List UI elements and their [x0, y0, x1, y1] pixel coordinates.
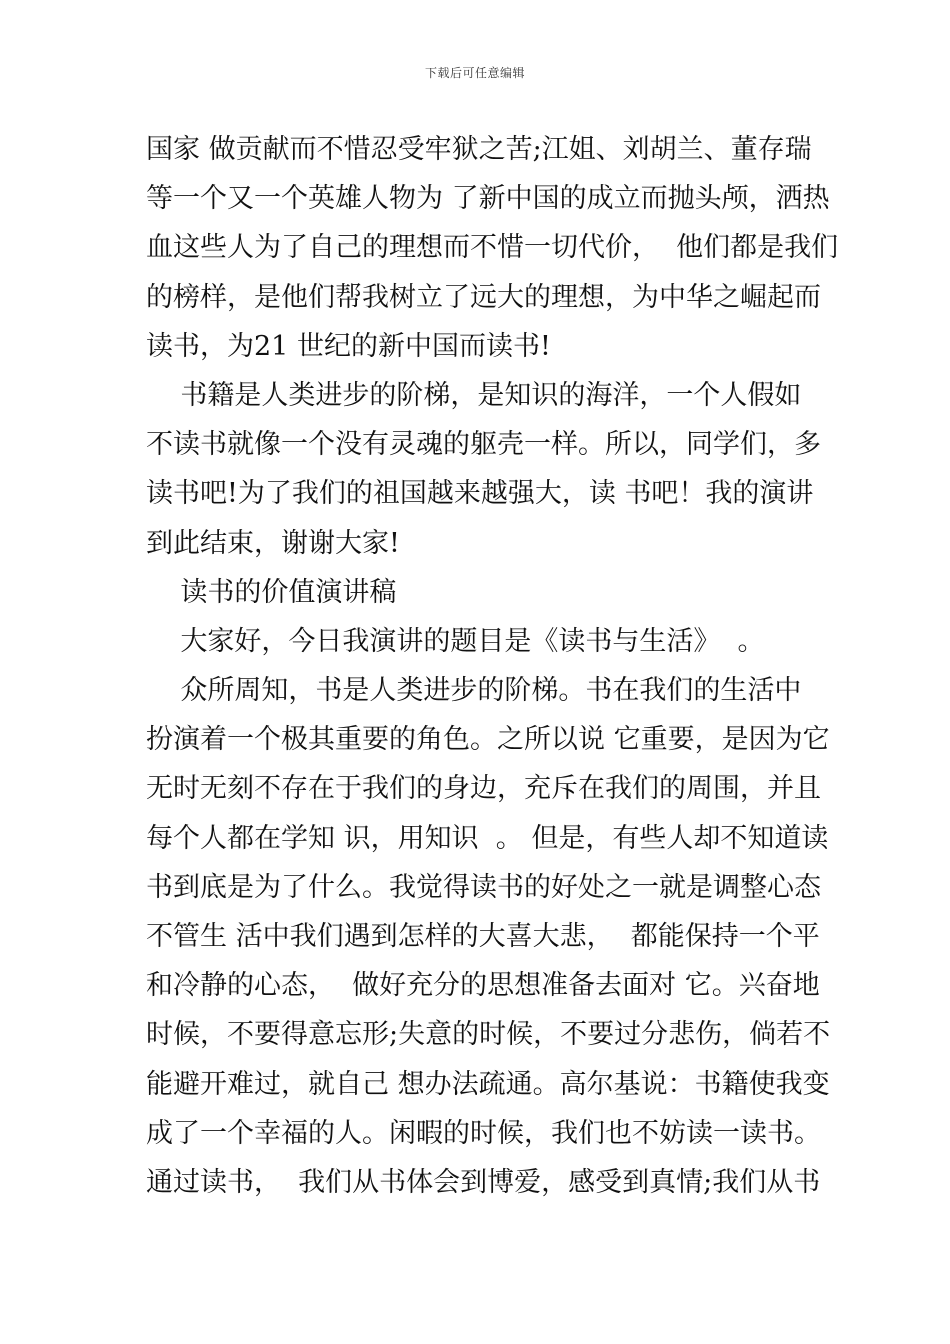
text-line: 每个人都在学知 识，用知识 。 但是，有些人却不知道读: [146, 822, 829, 854]
text-line: 书籍是人类进步的阶梯，是知识的海洋，一个人假如: [146, 379, 802, 411]
body-text: [146, 128, 839, 1210]
text-line: 时候，不要得意忘形;失意的时候，不要过分悲伤，倘若不: [146, 1019, 831, 1051]
text-line: 等一个又一个英雄人物为 了新中国的成立而抛头颅，洒热: [146, 183, 830, 215]
text-line: 国家 做贡献而不惜忍受牢狱之苦;江姐、刘胡兰、董存瑞: [146, 134, 812, 165]
text-line: 成了一个幸福的人。闲暇的时候，我们也不妨读一读书。: [146, 1117, 821, 1149]
section-title: 读书的价值演讲稿: [146, 576, 397, 608]
text-line: 和冷静的心态， 做好充分的思想准备去面对 它。兴奋地: [146, 970, 820, 1002]
text-line: 的榜样，是他们帮我树立了远大的理想，为中华之崛起而: [146, 281, 821, 313]
text-line: 通过读书， 我们从书体会到博爱，感受到真情;我们从书: [146, 1166, 821, 1198]
text-line: 不管生 活中我们遇到怎样的大喜大悲， 都能保持一个平: [146, 921, 820, 952]
text-line: 大家好，今日我演讲的题目是《读书与生活》 。: [146, 625, 765, 657]
text-line: 读书，为21 世纪的新中国而读书!: [146, 330, 551, 362]
text-line: 血这些人为了自己的理想而不惜一切代价， 他们都是我们: [146, 232, 839, 264]
text-line: 无时无刻不存在于我们的身边，充斥在我们的周围，并且: [146, 773, 821, 805]
text-line: 读书吧!为了我们的祖国越来越强大，读 书吧！我的演讲: [146, 478, 814, 510]
text-line: 能避开难过，就自己 想办法疏通。高尔基说：书籍使我变: [146, 1068, 830, 1100]
text-line: 不读书就像一个没有灵魂的躯壳一样。所以，同学们，多: [146, 429, 821, 461]
text-line: 书到底是为了什么。我觉得读书的好处之一就是调整心态: [146, 871, 821, 903]
text-line: 扮演着一个极其重要的角色。之所以说 它重要，是因为它: [146, 724, 830, 756]
text-line: 到此结束，谢谢大家!: [146, 527, 400, 559]
page-header: 下载后可任意编辑: [424, 66, 525, 80]
text-line: 众所周知，书是人类进步的阶梯。书在我们的生活中: [146, 675, 802, 707]
